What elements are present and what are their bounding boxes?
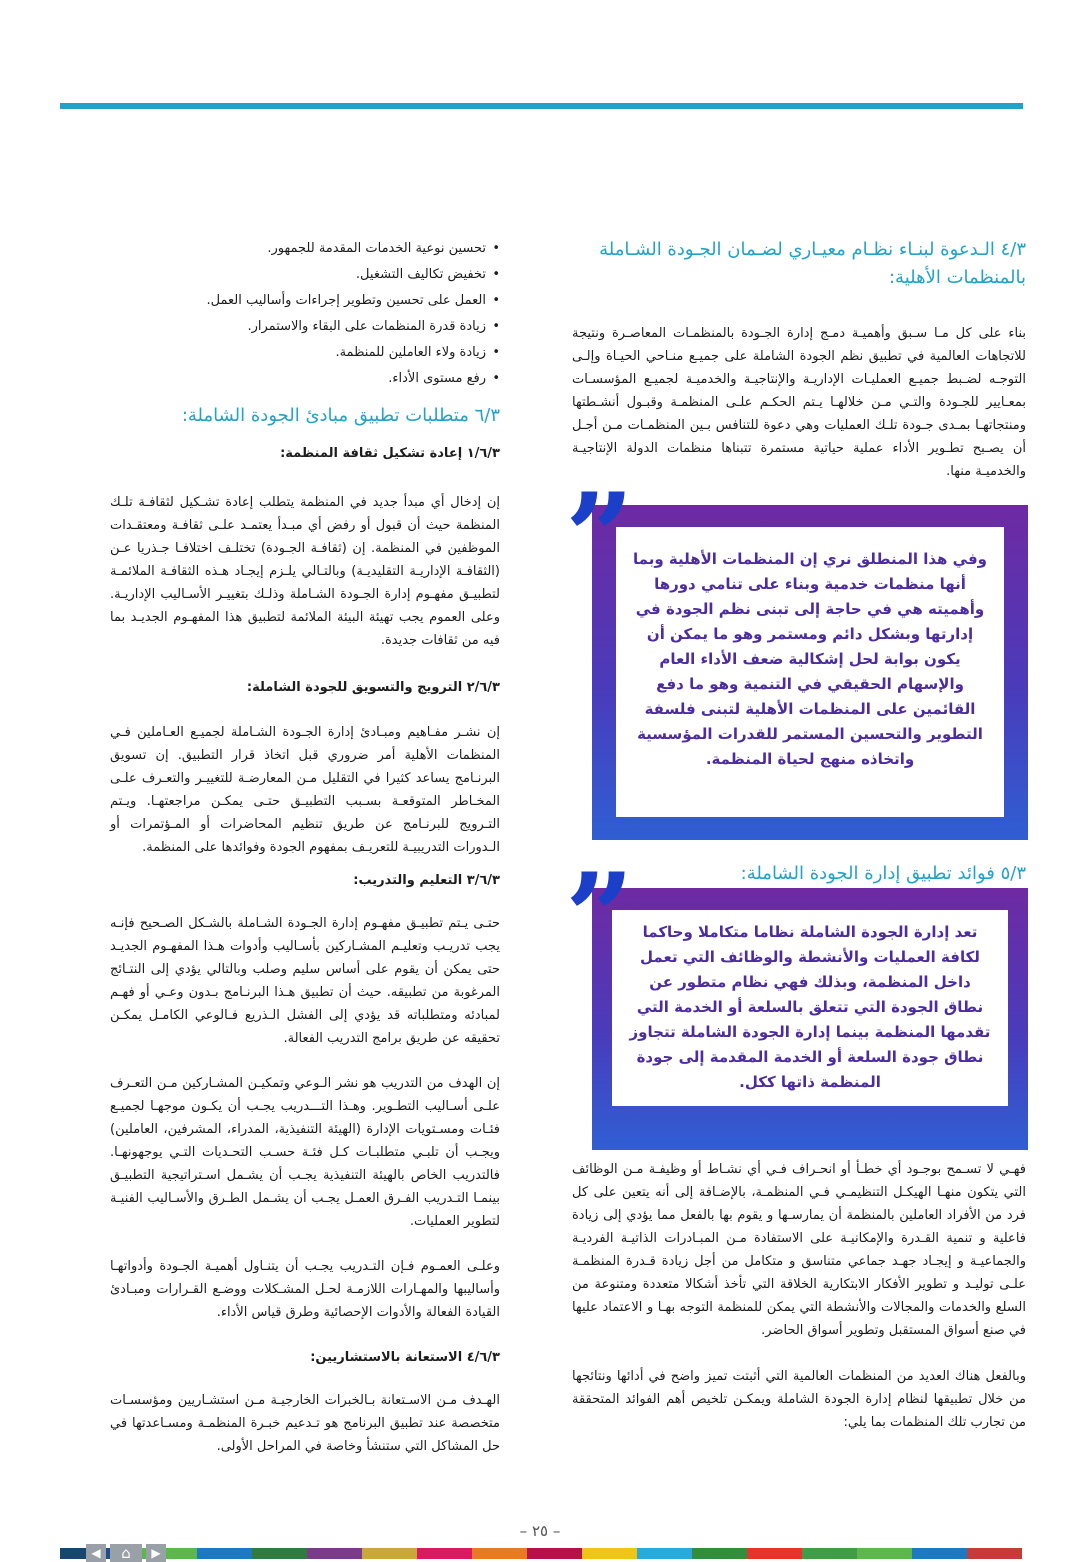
footer-stripe [747,1548,802,1559]
section-43-title: ٤/٣ الـدعوة لبنـاء نظـام معيـاري لضـمان الجـودة الشـاملة بالمنظمات الأهلية: [599,239,1026,288]
callout-2-text: تعد إدارة الجودة الشاملة نظاما متكاملا وحاكما لكافة العمليات والأنشطة والوظائف التي تعمل داخل المنظمة، وبذلك فهي نظام متطور عن نطاق الجودة التي تتعلق بالسلعة أو الخدمة التي تقدمها المنظمة بينما إدارة الجودة الشاملة تتجاوز نطاق جودة السلعة أو الخدمة المقدمة إلى جودة المنظمة ذاتها ككل. [612,910,1008,1106]
footer-stripe [857,1548,912,1559]
right-column-lower [572,1158,1026,1434]
footer-stripe [472,1548,527,1559]
footer-stripe [362,1548,417,1559]
subsection-3-title: ٣/٦/٣ التعليم والتدريب: [353,873,500,888]
footer-stripe [802,1548,857,1559]
page-number: – ٢٥ – [519,1522,561,1540]
quote-mark-icon: ” [565,467,635,608]
arrow-left-icon: ◀ [91,1546,101,1560]
list-item: • العمل على تحسين وتطوير إجراءات وأساليب العمل. [110,288,486,314]
nav-home-button[interactable] [110,1544,142,1562]
right-column [572,236,1026,483]
nav-prev-button[interactable] [86,1544,106,1562]
callout-box-2 [592,888,1028,1150]
subsection-4-title: ٤/٦/٣ الاستعانة بالاستشاريين: [310,1350,500,1365]
section-53-wrap [572,860,1026,888]
subsection-2-title: ٢/٦/٣ الترويج والتسويق للجودة الشاملة: [246,680,500,695]
list-item: • رفع مستوى الأداء. [110,366,486,392]
subsection-3-text-c: وعلـى العمـوم فـإن التـدريب يجـب أن يتنـاول أهميـة الجـودة وأدواتهـا وأساليبها والمهـارات اللازمـة لحـل المشـكلات ووضـع القـرارات ومبـادئ القيادة الفعالة والأدوات الإحصائية وطرق قياس الأداء. [110,1259,500,1320]
arrow-right-icon: ▶ [151,1546,161,1560]
quote-mark-icon: ” [565,847,635,988]
subsection-3-text-a: حتـى يـتم تطبيـق مفهـوم إدارة الجـودة الشـاملة بالشـكل الصـحيح فإنـه يجب تدريـب وتعليـم المشـاركين بأسـاليب وأدوات هـذا المفهـوم الجديـد حتى يمكن أن يقوم على أساس سليم وصلب وبالتالي يؤدي إلى النتـائج المرغوبة من تطبيقه. حيث أن تطبيق هـذا البرنـامج بـدون وعـي أو فهـم لمبادئه ومتطلباته قد يؤدي إلى الفشل الـذريع فـالوعي الكامـل يمكـن تحقيقه عن طريق برامج التدريب الفعالة. [110,916,500,1046]
subsection-4-text: الهـدف مـن الاسـتعانة بـالخبرات الخارجيـة مـن استشـاريين ومؤسسـات متخصصة عند تطبيق البرنامج هو تـدعيم خبـرة المنظمـة ومسـاعدتها في حل المشاكل التي ستنشأ وخاصة في المراحل الأولى. [110,1393,500,1454]
footer-stripe [527,1548,582,1559]
benefits-list [110,236,500,392]
footer-stripe [307,1548,362,1559]
home-icon: ⌂ [121,1544,131,1562]
subsection-1-text: إن إدخال أي مبدأ جديد في المنظمة يتطلب إعادة تشـكيل لثقافـة تلـك المنظمة حيث أن قبول أو رفض أي مبـدأ يعتمـد علـى ثقافـة ومعتقـدات الموظفين في المنظمة. إن (ثقافـة الجـودة) تختلـف اختلافـا جـذريا عـن (الثقافـة الإداريـة التقليديـة) وبالتـالي يلـزم إيجـاد هـذه الثقافـة الملائمـة لتطبيـق مفهـوم إدارة الجـودة الشـاملة وذلـك بتغييـر الأسـاليب الإداريـة. وعلى العموم يجب تهيئة البيئة الملائمة لتطبيق هذا المفهـوم الجديـد بما فيه من ثقافات جديدة. [110,495,500,648]
left-column [110,236,500,1458]
paragraph-3: وبالفعل هناك العديد من المنظمات العالمية التي أثبتت تميز واضح في أدائها ونتائجها من خلال تطبيقها لنظام إدارة الجودة الشاملة ويمكـن تلخيص أهم الفوائد المتحققة من تجارب تلك المنظمات بما يلي: [572,1369,1026,1430]
footer-stripe [252,1548,307,1559]
footer-stripe [692,1548,747,1559]
footer-color-bar [60,1548,1022,1559]
footer-stripe [912,1548,967,1559]
section-43-paragraph: بناء على كل مـا سـبق وأهميـة دمـج إدارة الجـودة بالمنظمـات المعاصـرة ونتيجة للاتجاهات العالمية في تطبيق نظم الجودة الشاملة على جميـع منـاحي الحيـاة وإلـى التوجـه لضـبط جميـع العمليـات الإداريـة والإنتاجيـة والخدميـة لجميـع المؤسسـات بمعـايير للجـودة والتـي مـن خلالهـا يـتم الحكـم علـى المنظمـة وقبـول أنشـطتها ومنتجاتهـا بمـدى جـودة تلـك العمليات وهي دعوة للتنافس بـين المنظمـات مـن أجـل أن يصـبح تطـوير الأداء عملية حياتية مستمرة تتبناها منظمات الدولة الإنتاجيـة والخدميـة منها. [572,326,1026,479]
list-item: • تحسين نوعية الخدمات المقدمة للجمهور. [110,236,486,262]
callout-1-text: وفي هذا المنطلق نري إن المنظمات الأهلية وبما أنها منظمات خدمية وبناء على تنامي دورها وأهميته هي في حاجة إلى تبنى نظم الجودة في إدارتها وبشكل دائم ومستمر وهو ما يمكن أن يكون بوابة لحل إشكالية ضعف الأداء العام والإسهام الحقيقي في التنمية وهو ما دفع القائمين على المنظمات الأهلية لتبنى فلسفة التطوير والتحسين المستمر للقدرات المؤسسية واتخاذه منهج لحياة المنظمة. [616,527,1004,817]
footer-stripe [197,1548,252,1559]
top-accent-rule [60,103,1023,109]
list-item: • زيادة ولاء العاملين للمنظمة. [110,340,486,366]
footer-stripe [417,1548,472,1559]
paragraph-2: فهـي لا تسـمح بوجـود أي خطـأ أو انحـراف فـي أي نشـاط أو وظيفـة مـن الوظائف التي يتكون منهـا الهيكـل التنظيمـي فـي المنظمـة، بالإضـافة إلى أنه يتعين على كل فرد من الأفراد العاملين بالمنظمة أن يمارسـها و يقوم بها بالفعل مما يؤدي إلى زيادة فاعلية و تنمية القـدرة والإمكانيـة على الاستفادة مـن المبـادرات الذاتيـة الفرديـة والجماعيـة و إيجـاد جهـد جماعي متناسق و متكامل من أجل زيادة قـدرة المنظمـة علـى توليـد و تطوير الأفكار الابتكارية الخلاقة التي تأخذ أشكالا متعددة ومتنوعة من السلع والخدمات والمجالات والأنشطة التي يمكن للمنظمة التوجه بهـا و الاعتماد عليها في صنع أسواق المستقبل وتطوير أسواق الحاضر. [572,1162,1026,1338]
callout-box-1 [592,505,1028,840]
list-item: • زيادة قدرة المنظمات على البقاء والاستمرار. [110,314,486,340]
list-item: • تخفيض تكاليف التشغيل. [110,262,486,288]
subsection-2-text: إن نشـر مفـاهيم ومبـادئ إدارة الجـودة الشـاملة لجميـع العـاملين فـي المنظمات الأهلية أمر ضروري قبل اتخاذ قرار التطبيق. إن تسويق البرنـامج يساعد كثيرا في التقليل مـن المعارضـة للتغييـر والتعـرف علـى المخـاطر المتوقعـة بسـبب التطبيـق حتـى يمكـن مراجعتهـا. ويـتم التـرويج للبرنـامج عن طريق تنظيم المحاضرات أو المـؤتمرات أو الـدورات التدريبيـة للتعريـف بمفهوم الجودة وفوائدها على المنظمة. [110,725,500,855]
section-53-title: ٥/٣ فوائد تطبيق إدارة الجودة الشاملة: [740,863,1026,884]
footer-stripe [967,1548,1022,1559]
nav-next-button[interactable] [146,1544,166,1562]
section-63-title: ٦/٣ متطلبات تطبيق مبادئ الجودة الشاملة: [181,405,500,426]
footer-stripe [637,1548,692,1559]
subsection-3-text-b: إن الهدف من التدريب هو نشر الـوعي وتمكيـن المشـاركين مـن التعـرف علـى أسـاليب التطـوير. وهـذا التـــدريب يجـب أن يكـون موجهـا لجميـع فئـات ومسـتويات الإدارة (الهيئة التنفيذية، المدراء، المشرفين، العاملين) ويجـب أن تلبـي متطلبـات كـل فئـة حسـب التحـديات التـي يوجهونهـا. فالتدريب الخاص بالهيئة التنفيذية يجـب أن يشـمل اسـتراتيجية التطبيـق بينمـا التـدريب الفـرق العمـل يجـب أن يشـمل الطـرق والأسـاليب الفنيـة لتطوير العمليات. [110,1076,500,1229]
footer-stripe [60,1548,87,1559]
footer-stripe [582,1548,637,1559]
subsection-1-title: ١/٦/٣ إعادة تشكيل ثقافة المنظمة: [280,446,500,461]
